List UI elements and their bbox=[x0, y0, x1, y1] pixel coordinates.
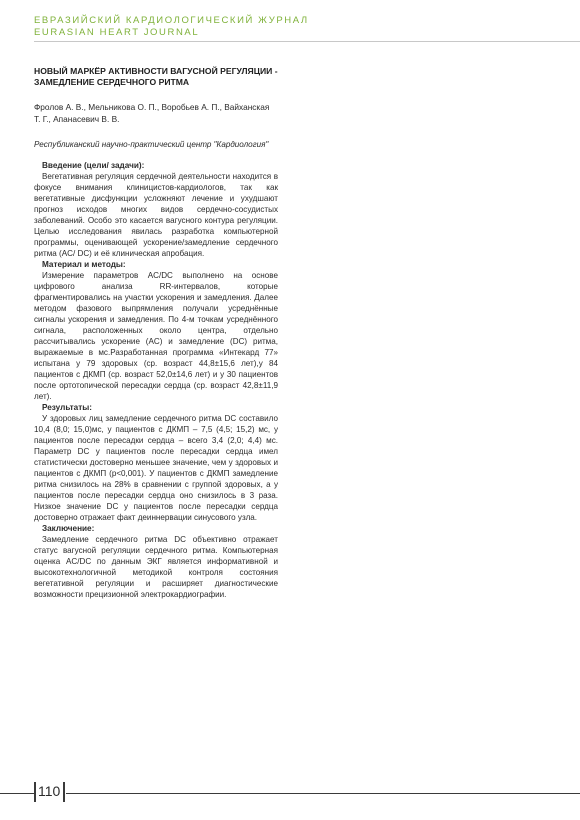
journal-header bbox=[0, 0, 580, 42]
footer-bar-right bbox=[63, 782, 65, 802]
section-heading: Результаты: bbox=[42, 403, 92, 413]
section-text: Вегетативная регуляция сердечной деятельности находится в фокусе внимания клиницистов-кардиологов, так как вегетативные дисфункции усложняют лечение и ухудшают прогноз исходов многих видов сердечно-сосудистых заболеваний. Особо это касается вагусного контура регуляции. Целью исследования явилась разработка компьютерной программы, оценивающей ускорение/замедление сердечного ритма (AC/ DC) и её клиническая апробация. bbox=[34, 172, 278, 259]
article-title: НОВЫЙ МАРКЁР АКТИВНОСТИ ВАГУСНОЙ РЕГУЛЯЦИИ - ЗАМЕДЛЕНИЕ СЕРДЕЧНОГО РИТМА bbox=[34, 66, 278, 87]
page-number: 110 bbox=[38, 783, 61, 799]
footer-bar-left bbox=[34, 782, 36, 802]
article-authors: Фролов А. В., Мельникова О. П., Воробьев А. П., Вайханская Т. Г., Апанасевич В. В. bbox=[34, 102, 270, 124]
footer-divider-right bbox=[66, 793, 580, 794]
section-introduction bbox=[34, 160, 278, 259]
section-heading: Введение (цели/ задачи): bbox=[42, 161, 145, 171]
article bbox=[34, 66, 278, 600]
section-text: Измерение параметров AC/DC выполнено на основе цифрового анализа RR-интервалов, которые фрагментировались на участки ускорения и замедления. Далее методом фазового выпрямления получали усреднённые сигналы ускорения и замедления. По 4-м точкам усреднённого сигнала, расположенных около центра, отдельно рассчитывались ускорение (AC) и замедление (DC) ритма, выражаемые в мс.Разработанная программа «Интекард 77» испытана у 79 здоровых (ср. возраст 44,8±15,6 лет),у 84 пациентов с ДКМП (ср. возраст 52,0±14,6 лет) и у 30 пациентов после ортотопической пересадки сердца (ср. возраст 42,8±11,9 лет). bbox=[34, 271, 278, 402]
section-heading: Заключение: bbox=[42, 524, 95, 534]
section-text: У здоровых лиц замедление сердечного ритма DC составило 10,4 (8,0; 15,0)мс, у пациентов с ДКМП – 7,5 (4,5; 15,2) мс, у пациентов после пересадки сердца – всего 3,4 (2,0; 4,4) мс. Параметр DC у пациентов после пересадки сердца имел статистически достоверно меньшее значение, чем у здоровых и пациентов с ДКМП (p<0,001). У пациентов с ДКМП замедление ритма снизилось на 28% в сравнении с группой здоровых, а у пациентов после пересадки сердца оно снизилось в 3 раза. Низкое значение DC у пациентов после пересадки сердца достоверно отражает факт деиннервации синусового узла. bbox=[34, 414, 278, 523]
section-conclusion bbox=[34, 523, 278, 600]
section-heading: Материал и методы: bbox=[42, 260, 126, 270]
journal-title-ru: ЕВРАЗИЙСКИЙ КАРДИОЛОГИЧЕСКИЙ ЖУРНАЛ bbox=[34, 15, 309, 26]
section-text: Замедление сердечного ритма DC объективно отражает статус вагусной регуляции сердечного ритма. Компьютерная оценка AC/DC по данным ЭКГ является информативной и высокотехнологичной методикой контроля состояния вегетативной регуляции и расширяет диагностические возможности прецизионной электрокардиографии. bbox=[34, 535, 278, 600]
article-institution: Республиканский научно-практический центр "Кардиология" bbox=[34, 140, 269, 150]
section-results bbox=[34, 402, 278, 523]
footer-divider-left bbox=[0, 793, 34, 794]
header-divider bbox=[34, 41, 580, 42]
section-methods bbox=[34, 259, 278, 402]
journal-title-en: EURASIAN HEART JOURNAL bbox=[34, 27, 200, 38]
